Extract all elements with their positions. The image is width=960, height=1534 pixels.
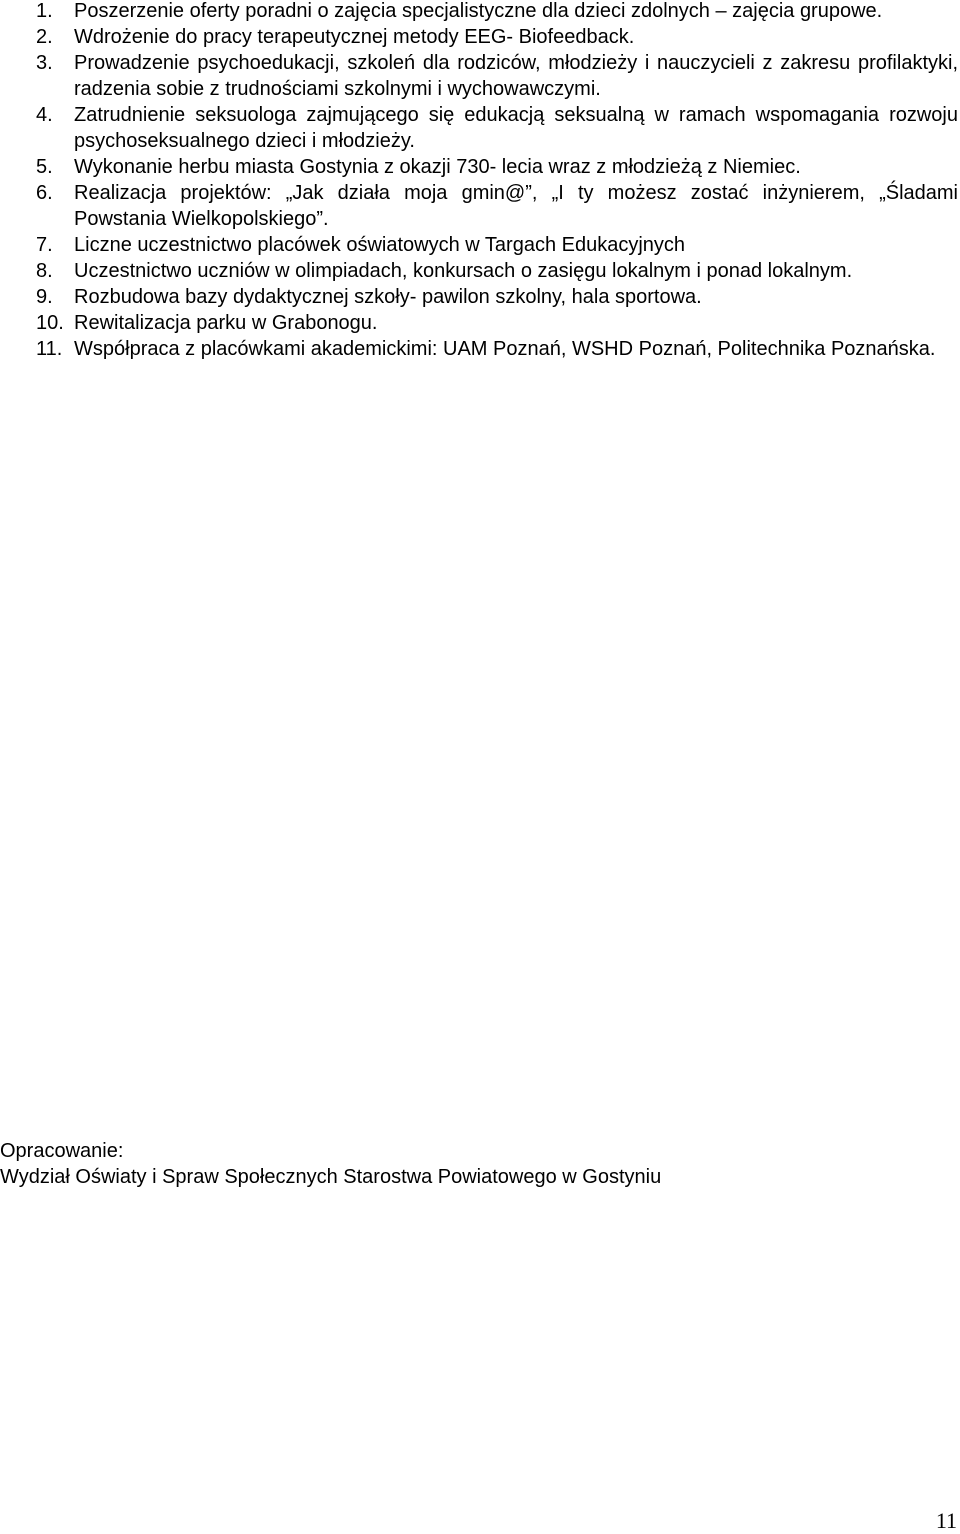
list-item-number: 3. [36,52,53,74]
list-item [0,336,960,362]
list-item-number: 7. [36,234,53,256]
list-item-number: 9. [36,286,53,308]
list-item-text: Uczestnictwo uczniów w olimpiadach, konkursach o zasięgu lokalnym i ponad lokalnym. [74,260,853,282]
list-item-number: 8. [36,260,53,282]
list-item [0,232,960,258]
list-item [0,310,960,336]
list-item [0,50,960,102]
page-number: 11 [935,1508,957,1533]
list-item-text: Wykonanie herbu miasta Gostynia z okazji 730- lecia wraz z młodzieżą z Niemiec. [74,156,801,178]
list-item [0,0,960,24]
list-item-text: Poszerzenie oferty poradni o zajęcia specjalistyczne dla dzieci zdolnych – zajęcia grupowe. [74,0,883,22]
prepared-by-author: Wydział Oświaty i Spraw Społecznych Starostwa Powiatowego w Gostyniu [0,1166,662,1188]
list-item-text: Zatrudnienie seksuologa zajmującego się edukacją seksualną w ramach wspomagania rozwoju psychoseksualnego dzieci i młodzieży. [74,104,958,152]
list-item-text: Współpraca z placówkami akademickimi: UAM Poznań, WSHD Poznań, Politechnika Poznańska. [74,338,936,360]
list-item-text: Rewitalizacja parku w Grabonogu. [74,312,378,334]
prepared-by-label: Opracowanie: [0,1140,124,1162]
list-item [0,102,960,154]
list-item-number: 11. [36,338,63,360]
list-item-text: Prowadzenie psychoedukacji, szkoleń dla rodziców, młodzieży i nauczycieli z zakresu profilaktyki, radzenia sobie z trudnościami szkolnymi i wychowawczymi. [74,52,958,100]
list-item [0,284,960,310]
list-item [0,180,960,232]
list-item-number: 6. [36,182,53,204]
list-item-text: Rozbudowa bazy dydaktycznej szkoły- pawilon szkolny, hala sportowa. [74,286,702,308]
list-item [0,258,960,284]
list-item-number: 4. [36,104,53,126]
list-item-number: 2. [36,26,53,48]
numbered-list [0,0,960,362]
list-item-number: 10. [36,312,64,334]
list-item [0,154,960,180]
list-item-text: Realizacja projektów: „Jak działa moja gmin@”, „I ty możesz zostać inżynierem, „Śladami Powstania Wielkopolskiego”. [74,182,958,230]
list-item-text: Wdrożenie do pracy terapeutycznej metody EEG- Biofeedback. [74,26,635,48]
list-item-number: 1. [36,0,53,22]
list-item [0,24,960,50]
list-item-text: Liczne uczestnictwo placówek oświatowych w Targach Edukacyjnych [74,234,686,256]
prepared-by-section [0,1138,960,1190]
list-item-number: 5. [36,156,53,178]
